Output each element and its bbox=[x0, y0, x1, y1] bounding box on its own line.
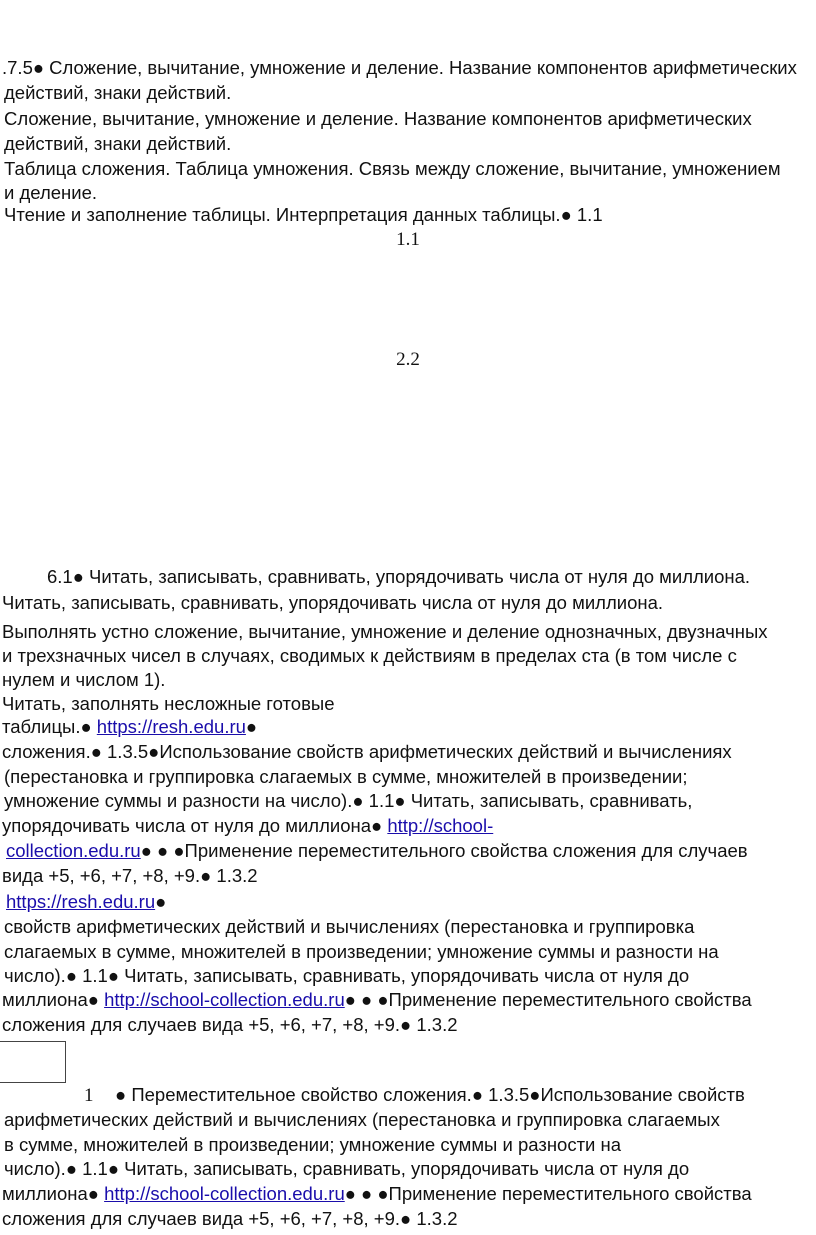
text-line bbox=[6, 839, 748, 863]
line-text: ● ● ●Применение переместительного свойства bbox=[344, 989, 752, 1010]
row-number: 1 bbox=[84, 1085, 94, 1106]
text-line: Сложение, вычитание, умножение и деление. Название компонентов арифметических bbox=[4, 108, 752, 129]
text-line: ● Переместительное свойство сложения.● 1.3.5●Использование свойств bbox=[115, 1084, 745, 1105]
line-text: ● ● ●Применение переместительного свойства сложения для случаев bbox=[140, 840, 748, 861]
section-number: 1.1 bbox=[396, 229, 420, 250]
text-line: Читать, записывать, сравнивать, упорядочивать числа от нуля до миллиона. bbox=[2, 592, 664, 613]
text-line: слагаемых в сумме, множителей в произведении; умножение суммы и разности на bbox=[4, 941, 719, 962]
resh-link[interactable]: https://resh.edu.ru bbox=[6, 891, 156, 912]
text-line bbox=[2, 715, 257, 739]
school-collection-link[interactable]: collection.edu.ru bbox=[6, 840, 141, 861]
text-line: нулем и числом 1). bbox=[2, 669, 166, 690]
text-line: действий, знаки действий. bbox=[4, 133, 232, 154]
text-line: число).● 1.1● Читать, записывать, сравнивать, упорядочивать числа от нуля до bbox=[4, 1158, 690, 1179]
text-line: сложения для случаев вида +5, +6, +7, +8, +9.● 1.3.2 bbox=[2, 1014, 458, 1035]
text-line: число).● 1.1● Читать, записывать, сравнивать, упорядочивать числа от нуля до bbox=[4, 965, 690, 986]
line-text: ● ● ●Применение переместительного свойства bbox=[344, 1183, 752, 1204]
text-line: 6.1● Читать, записывать, сравнивать, упорядочивать числа от нуля до миллиона. bbox=[47, 566, 751, 587]
text-line bbox=[2, 1182, 752, 1206]
school-collection-link[interactable]: http://school-collection.edu.ru bbox=[104, 1183, 345, 1204]
bullet: ● bbox=[155, 891, 167, 912]
text-line: Читать, заполнять несложные готовые bbox=[2, 693, 335, 714]
text-line: и деление. bbox=[4, 182, 98, 203]
resh-link[interactable]: https://resh.edu.ru bbox=[96, 716, 246, 737]
text-line bbox=[2, 814, 493, 838]
text-line: свойств арифметических действий и вычислениях (перестановка и группировка bbox=[4, 916, 695, 937]
text-line: действий, знаки действий. bbox=[4, 82, 232, 103]
line-text: упорядочивать числа от нуля до миллиона● bbox=[2, 815, 383, 836]
text-line: умножение суммы и разности на число).● 1.1● Читать, записывать, сравнивать, bbox=[4, 790, 693, 811]
line-text: миллиона● bbox=[2, 989, 99, 1010]
text-line: .7.5● Сложение, вычитание, умножение и деление. Название компонентов арифметических bbox=[2, 57, 797, 78]
text-line: (перестановка и группировка слагаемых в сумме, множителей в произведении; bbox=[4, 766, 688, 787]
school-collection-link[interactable]: http://school-collection.edu.ru bbox=[104, 989, 345, 1010]
text-line bbox=[2, 988, 752, 1012]
text-line: арифметических действий и вычислениях (перестановка и группировка слагаемых bbox=[4, 1109, 720, 1130]
text-line bbox=[6, 890, 166, 914]
text-line: вида +5, +6, +7, +8, +9.● 1.3.2 bbox=[2, 865, 258, 886]
section-number: 2.2 bbox=[396, 349, 420, 370]
table-cell-box bbox=[0, 1041, 66, 1083]
school-collection-link[interactable]: http://school- bbox=[387, 815, 494, 836]
text-line: Чтение и заполнение таблицы. Интерпретация данных таблицы.● 1.1 bbox=[4, 204, 603, 225]
text-line: сложения.● 1.3.5●Использование свойств арифметических действий и вычислениях bbox=[2, 741, 732, 762]
text-line: Таблица сложения. Таблица умножения. Связь между сложение, вычитание, умножением bbox=[4, 158, 781, 179]
text-line: в сумме, множителей в произведении; умножение суммы и разности на bbox=[4, 1134, 622, 1155]
bullet: ● bbox=[245, 716, 258, 737]
text-line: Выполнять устно сложение, вычитание, умножение и деление однозначных, двузначных bbox=[2, 621, 768, 642]
text-line: сложения для случаев вида +5, +6, +7, +8, +9.● 1.3.2 bbox=[2, 1208, 458, 1229]
text-line: и трехзначных чисел в случаях, сводимых к действиям в пределах ста (в том числе с bbox=[2, 645, 737, 666]
line-text: миллиона● bbox=[2, 1183, 99, 1204]
line-text: таблицы.● bbox=[2, 716, 92, 737]
